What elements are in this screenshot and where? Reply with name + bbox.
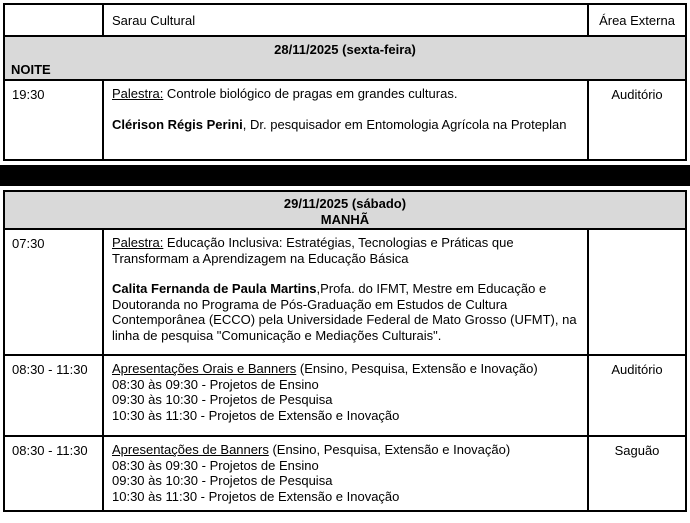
schedule-table-day1 — [3, 3, 687, 161]
location-cell: Saguão — [614, 443, 660, 458]
session-title-text: (Ensino, Pesquisa, Extensão e Inovação) — [268, 442, 511, 457]
table-row-sarau — [5, 5, 685, 37]
time-cell: 19:30 — [5, 81, 104, 159]
session-type-label: Palestra: — [112, 235, 164, 250]
description-cell — [104, 81, 589, 159]
speaker-name: Clérison Régis Perini — [112, 116, 243, 132]
day1-period: NOITE — [11, 62, 51, 77]
schedule-line: 09:30 às 10:30 - Projetos de Pesquisa — [112, 392, 333, 407]
event-location: Área Externa — [599, 13, 675, 28]
location-cell: Auditório — [611, 87, 663, 102]
description-cell — [104, 437, 589, 510]
schedule-line: 10:30 às 11:30 - Projetos de Extensão e Inovação — [112, 488, 400, 504]
session-title-underlined: Apresentações Orais e Banners — [112, 361, 297, 376]
day2-date: 29/11/2025 (sábado) — [283, 196, 407, 211]
schedule-line: 10:30 às 11:30 - Projetos de Extensão e Inovação — [112, 407, 400, 423]
schedule-line: 08:30 às 09:30 - Projetos de Ensino — [112, 376, 319, 392]
day1-header-row — [5, 37, 685, 81]
day2-header-row — [5, 192, 685, 230]
session-title-text: Educação Inclusiva: Estratégias, Tecnologias e Práticas que Transformam a Aprendizagem na Educação Básica — [112, 235, 514, 266]
section-divider-band — [0, 165, 690, 186]
session-title-underlined: Apresentações de Banners — [112, 442, 269, 457]
session-title-text: Controle biológico de pragas em grandes culturas. — [163, 86, 458, 101]
location-cell: Auditório — [611, 362, 663, 377]
description-cell — [104, 356, 589, 435]
event-name: Sarau Cultural — [104, 5, 589, 35]
session-title — [112, 361, 582, 377]
description-cell — [104, 230, 589, 354]
session-title-text: (Ensino, Pesquisa, Extensão e Inovação) — [296, 361, 538, 376]
day1-date: 28/11/2025 (sexta-feira) — [274, 42, 416, 57]
session-title — [112, 235, 582, 266]
time-cell: 07:30 — [5, 230, 104, 354]
schedule-line: 08:30 às 09:30 - Projetos de Ensino — [112, 457, 319, 473]
schedule-table-day2 — [3, 190, 687, 512]
time-cell: 08:30 - 11:30 — [5, 356, 104, 435]
location-cell — [589, 230, 685, 354]
speaker-details: , Dr. pesquisador em Entomologia Agrícola na Proteplan — [242, 116, 567, 132]
speaker-name: Calita Fernanda de Paula Martins — [112, 281, 317, 296]
table-row-banners — [5, 437, 685, 510]
time-cell-empty — [5, 5, 104, 35]
table-row-palestra-morning — [5, 230, 685, 356]
speaker-line — [112, 281, 582, 343]
speaker-details: ,Profa. do IFMT, Mestre em Educação e Doutoranda no Programa de Pós-Graduação em Estudos de Cultura Contemporânea (ECCO) pela Universidade Federal de Mato Grosso (UFMT), na linha de pesquisa "Comunicação e Mediações Culturais". — [112, 281, 577, 343]
day2-period: MANHÃ — [320, 211, 370, 227]
speaker-line — [112, 117, 582, 133]
session-type-label: Palestra: — [112, 86, 164, 101]
session-title — [112, 442, 582, 458]
table-row-orais-banners — [5, 356, 685, 437]
time-cell: 08:30 - 11:30 — [5, 437, 104, 510]
table-row-palestra-night — [5, 81, 685, 159]
session-title — [112, 86, 582, 102]
schedule-line: 09:30 às 10:30 - Projetos de Pesquisa — [112, 473, 333, 488]
